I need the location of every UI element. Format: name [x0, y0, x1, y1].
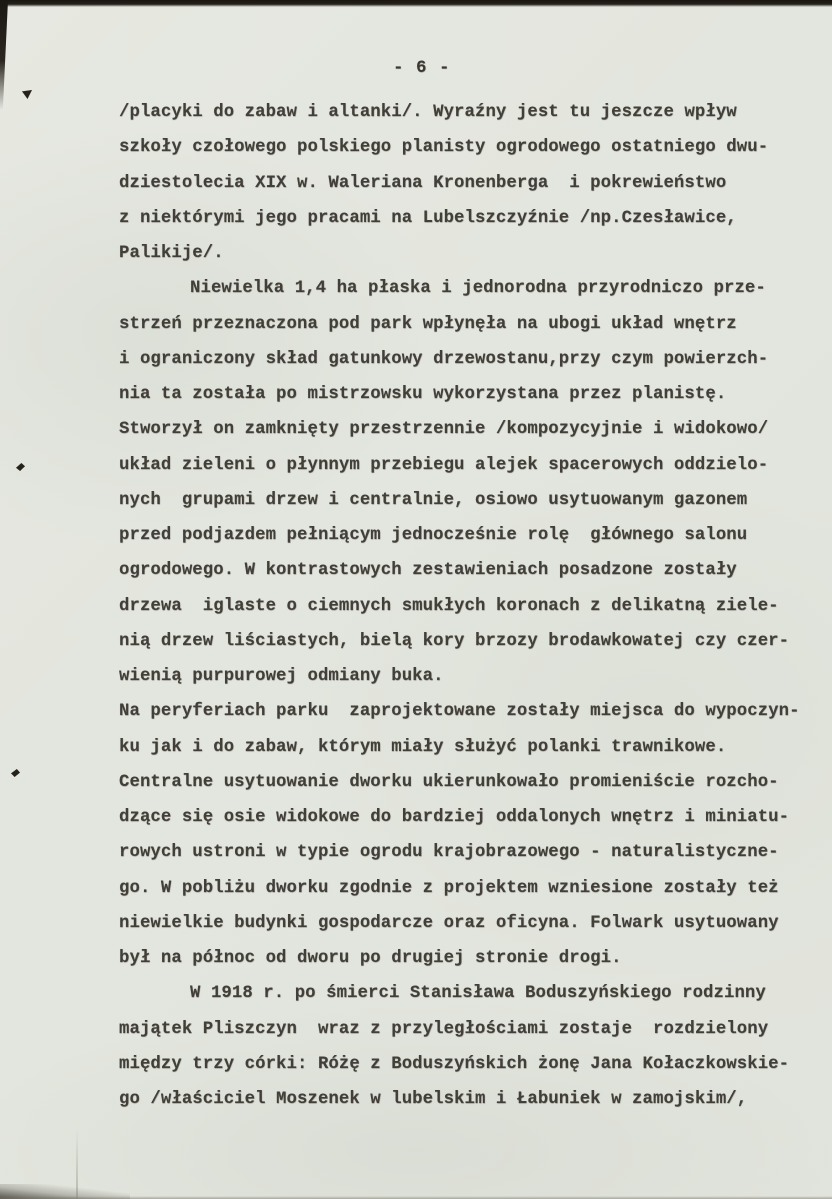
typed-line: rowych ustroni w typie ogrodu krajobrazowego - naturalistyczne-: [119, 843, 779, 863]
typed-line: W 1918 r. po śmierci Stanisława Boduszyńskiego rodzinny: [190, 984, 766, 1004]
typed-line: Palikije/.: [119, 244, 224, 263]
typed-line: Centralne usytuowanie dworku ukierunkowało promieniście rozcho-: [119, 772, 779, 792]
typed-line: szkoły czołowego polskiego planisty ogrodowego ostatniego dwu-: [119, 138, 769, 158]
ink-mark-middle: [16, 463, 25, 471]
typed-line: między trzy córki: Różę z Boduszyńskich żonę Jana Kołaczkowskie-: [119, 1054, 790, 1074]
paragraph-2: [119, 271, 824, 976]
paper-crease: [76, 1129, 78, 1199]
paragraph-1: [119, 95, 824, 271]
typed-line: majątek Pliszczyn wraz z przyległościami zostaje rozdzielony: [119, 1019, 769, 1039]
scan-edge-top: [0, 0, 832, 7]
typed-line: przed podjazdem pełniącym jednocześnie rolę głównego salonu: [119, 526, 748, 545]
typed-line: niewielkie budynki gospodarcze oraz oficyna. Folwark usytuowany: [119, 913, 779, 933]
typed-line: z niektórymi jego pracami na Lubelszczyźnie /np.Czesławice,: [119, 208, 737, 228]
ink-mark-bottom: [11, 769, 20, 777]
typed-line: Stworzył on zamknięty przestrzennie /kompozycyjnie i widokowo/: [119, 420, 769, 440]
typed-line: nią drzew liściastych, bielą kory brzozy brodawkowatej czy czer-: [119, 631, 790, 651]
typed-line: i ograniczony skład gatunkowy drzewostanu,przy czym powierzch-: [119, 349, 769, 369]
scan-edge-left: [0, 0, 8, 110]
ink-mark-top: [22, 90, 32, 99]
typed-line: był na północ od dworu po drugiej stronie drogi.: [119, 949, 622, 968]
page-number: - 6 -: [393, 58, 451, 78]
typed-line: Niewielka 1,4 ha płaska i jednorodna przyrodniczo prze-: [190, 279, 766, 299]
typed-line: wienią purpurowej odmiany buka.: [119, 667, 444, 686]
typed-line: /placyki do zabaw i altanki/. Wyraźny jest tu jeszcze wpływ: [119, 103, 737, 122]
paragraph-3: [119, 976, 824, 1117]
typed-line: go /właściciel Moszenek w lubelskim i Łabuniek w zamojskim/,: [119, 1090, 748, 1109]
typescript-text-block: [119, 95, 824, 1117]
typed-line: strzeń przeznaczona pod park wpłynęła na ubogi układ wnętrz: [119, 314, 737, 334]
typed-line: ku jak i do zabaw, którym miały służyć polanki trawnikowe.: [119, 737, 727, 757]
typed-line: dzące się osie widokowe do bardziej oddalonych wnętrz i miniatu-: [119, 808, 790, 827]
typed-line: nia ta została po mistrzowsku wykorzystana przez planistę.: [119, 385, 727, 404]
typed-line: Na peryferiach parku zaprojektowane zostały miejsca do wypoczyn-: [119, 702, 800, 722]
typed-line: drzewa iglaste o ciemnych smukłych koronach z delikatną ziele-: [119, 596, 779, 616]
typed-line: dziestolecia XIX w. Waleriana Kronenberga i pokrewieństwo: [119, 173, 727, 193]
typed-line: go. W pobliżu dworku zgodnie z projektem wzniesione zostały też: [119, 878, 779, 898]
typed-line: układ zieleni o płynnym przebiegu alejek spacerowych oddzielo-: [119, 455, 769, 475]
typed-line: ogrodowego. W kontrastowych zestawieniach posadzone zostały: [119, 561, 737, 581]
typed-line: nych grupami drzew i centralnie, osiowo usytuowanym gazonem: [119, 490, 748, 510]
